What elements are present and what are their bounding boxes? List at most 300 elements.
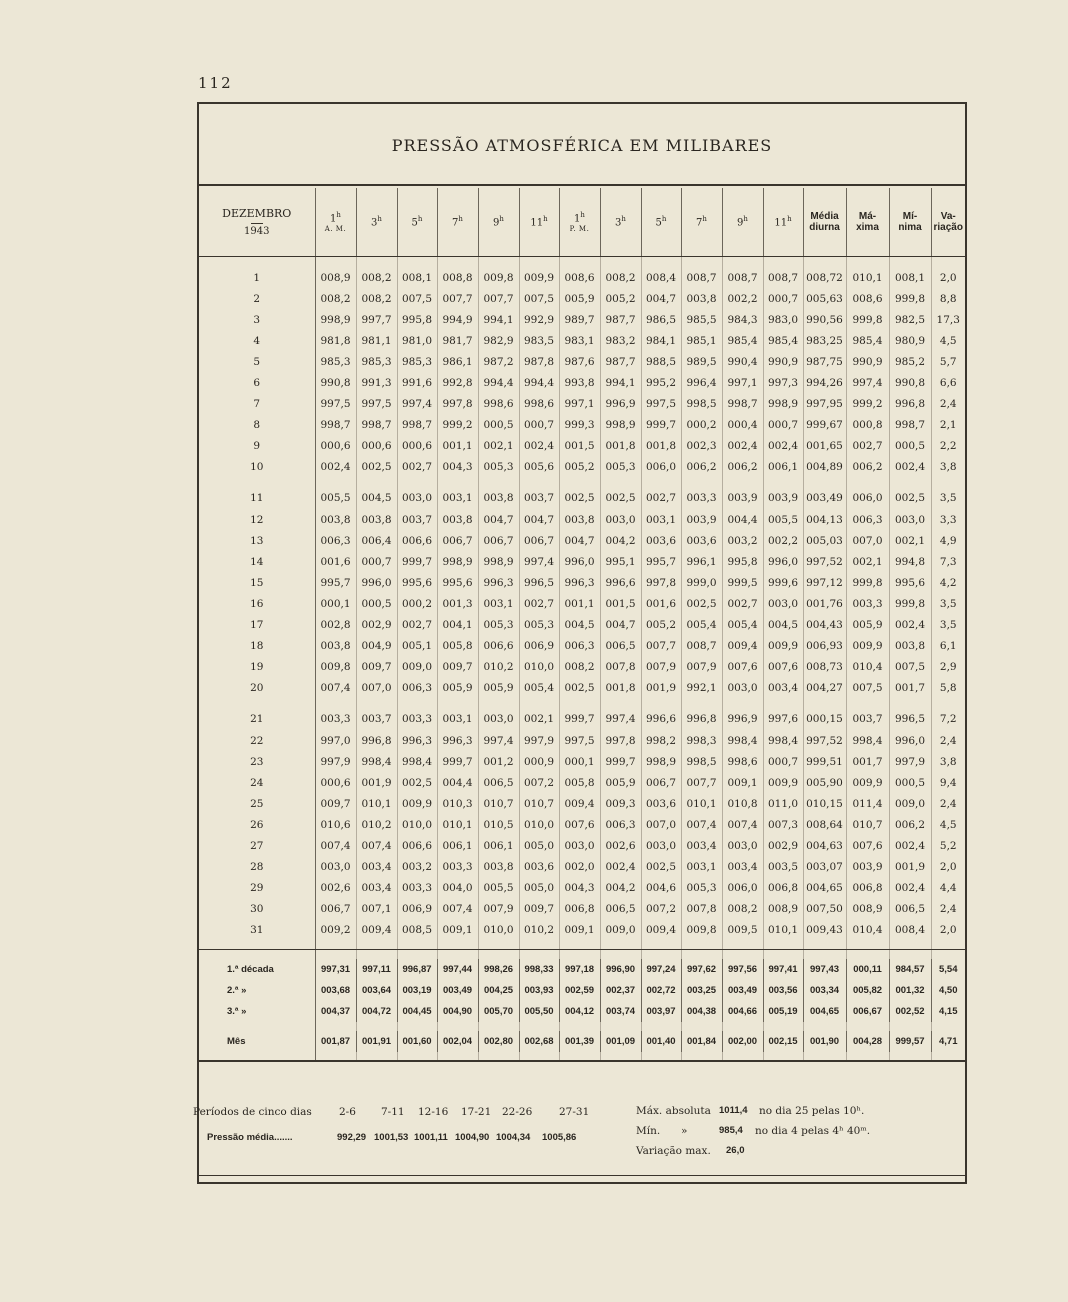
table-cell: 996,8 [356, 730, 397, 751]
table-cell: 006,3 [315, 530, 356, 551]
table-cell: 002,5 [641, 857, 681, 878]
table-cell: 6,6 [939, 377, 957, 390]
table-cell: 003,1 [437, 709, 478, 730]
table-cell: 008,2 [600, 267, 641, 288]
table-cell: 3,5 [939, 492, 957, 505]
table-cell: 005,3 [478, 457, 519, 478]
table-cell: 997,5 [559, 730, 600, 751]
table-cell: 004,25 [478, 980, 519, 1001]
table-cell: 000,11 [846, 959, 889, 980]
table-cell: 001,5 [600, 593, 641, 614]
table-cell: 001,1 [559, 593, 600, 614]
table-cell: 003,0 [722, 678, 763, 699]
table-cell: 007,8 [681, 899, 722, 920]
table-cell: 001,9 [356, 772, 397, 793]
table-cell: 009,9 [846, 636, 889, 657]
table-cell: 006,3 [846, 509, 889, 530]
table-cell: 000,7 [763, 751, 803, 772]
table-cell: 3,5 [939, 597, 957, 610]
table-cell: 004,1 [437, 615, 478, 636]
table-cell: 003,8 [315, 636, 356, 657]
table-cell: 006,6 [397, 835, 437, 856]
row-label: 25 [199, 793, 315, 814]
table-cell: 007,7 [437, 288, 478, 309]
table-cell: 001,7 [846, 751, 889, 772]
row-label: 4 [199, 330, 315, 351]
row-label: 2.ª » [199, 980, 315, 1001]
table-cell: 006,3 [397, 678, 437, 699]
table-cell: 997,41 [763, 959, 803, 980]
table-cell: 998,2 [641, 730, 681, 751]
table-cell: 001,65 [803, 436, 846, 457]
table-cell: 997,52 [803, 730, 846, 751]
table-cell: 999,7 [397, 551, 437, 572]
table-cell: 008,7 [681, 267, 722, 288]
table-row [199, 835, 965, 856]
table-cell: 5,7 [939, 355, 957, 368]
hour-label: 7$^h$ [452, 215, 463, 229]
table-cell: 999,7 [600, 751, 641, 772]
table-cell: 998,4 [763, 730, 803, 751]
table-cell: 990,8 [889, 372, 931, 393]
table-cell: 003,49 [722, 980, 763, 1001]
table-cell: 007,3 [763, 814, 803, 835]
table-cell: 997,7 [356, 309, 397, 330]
row-label: 12 [199, 509, 315, 530]
table-cell: 003,1 [641, 509, 681, 530]
table-cell: 008,2 [559, 657, 600, 678]
table-cell: 997,56 [722, 959, 763, 980]
table-cell: 002,4 [600, 857, 641, 878]
table-cell: 009,7 [519, 899, 559, 920]
table-cell: 5,54 [939, 963, 958, 975]
table-cell: 006,2 [889, 814, 931, 835]
table-cell: 004,66 [722, 1001, 763, 1022]
row-label: 31 [199, 920, 315, 941]
table-cell: 009,4 [356, 920, 397, 941]
table-cell: 004,65 [803, 1001, 846, 1022]
table-cell: 000,2 [681, 415, 722, 436]
table-cell: 003,8 [315, 509, 356, 530]
table-cell: 008,4 [889, 920, 931, 941]
table-cell: 010,3 [437, 793, 478, 814]
period-pressure: 1001,11 [414, 1132, 448, 1143]
row-label: 30 [199, 899, 315, 920]
table-cell: 010,6 [315, 814, 356, 835]
table-cell: 002,59 [559, 980, 600, 1001]
table-cell: 991,6 [397, 372, 437, 393]
table-cell: 010,1 [846, 267, 889, 288]
table-cell: 005,0 [519, 835, 559, 856]
table-row [199, 457, 965, 478]
table-cell: 985,3 [397, 351, 437, 372]
hour-period: P. M. [569, 224, 590, 233]
table-cell: 010,1 [763, 920, 803, 941]
table-cell: 003,19 [397, 980, 437, 1001]
max-absolute-value: 1011,4 [719, 1105, 748, 1116]
table-cell: 002,4 [722, 436, 763, 457]
table-cell: 983,25 [803, 330, 846, 351]
hour-header [519, 188, 559, 257]
table-cell: 006,8 [763, 878, 803, 899]
table-cell: 002,00 [722, 1031, 763, 1052]
table-cell: 981,8 [315, 330, 356, 351]
table-cell: 003,6 [641, 530, 681, 551]
table-cell: 004,2 [600, 530, 641, 551]
table-cell: 008,9 [846, 899, 889, 920]
table-row [199, 509, 965, 530]
table-cell: 002,5 [889, 488, 931, 509]
table-cell: 4,4 [939, 882, 957, 895]
table-cell: 005,50 [519, 1001, 559, 1022]
table-cell: 001,9 [641, 678, 681, 699]
table-cell: 006,0 [846, 488, 889, 509]
table-cell: 001,8 [600, 678, 641, 699]
table-cell: 998,9 [478, 551, 519, 572]
table-cell: 007,7 [681, 772, 722, 793]
table-cell: 996,0 [356, 572, 397, 593]
pressure-table-container [199, 188, 965, 1062]
table-cell: 001,7 [889, 678, 931, 699]
table-cell: 003,8 [681, 288, 722, 309]
table-cell: 996,3 [559, 572, 600, 593]
period-range: 27-31 [559, 1106, 590, 1118]
table-cell: 002,4 [889, 615, 931, 636]
table-cell: 000,5 [356, 593, 397, 614]
table-cell: 983,0 [763, 309, 803, 330]
table-cell: 981,7 [437, 330, 478, 351]
row-label: 13 [199, 530, 315, 551]
table-cell: 004,4 [722, 509, 763, 530]
table-frame [193, 102, 967, 1184]
table-cell: 009,9 [519, 267, 559, 288]
table-cell: 003,0 [315, 857, 356, 878]
table-cell: 996,6 [641, 709, 681, 730]
table-cell: 004,13 [803, 509, 846, 530]
period-range: 12-16 [418, 1106, 449, 1118]
page-title: PRESSÃO ATMOSFÉRICA EM MILIBARES [391, 136, 773, 155]
table-cell: 001,39 [559, 1031, 600, 1052]
table-cell: 003,4 [763, 678, 803, 699]
table-cell: 999,8 [889, 288, 931, 309]
table-cell: 007,4 [315, 678, 356, 699]
table-cell: 2,4 [939, 797, 957, 810]
table-cell: 003,34 [803, 980, 846, 1001]
table-cell: 003,3 [397, 878, 437, 899]
table-cell: 007,7 [478, 288, 519, 309]
table-cell: 000,1 [559, 751, 600, 772]
table-cell: 005,19 [763, 1001, 803, 1022]
table-cell: 002,72 [641, 980, 681, 1001]
table-cell: 998,7 [315, 415, 356, 436]
row-label: 3.ª » [199, 1001, 315, 1022]
table-cell: 002,7 [846, 436, 889, 457]
table-cell: 987,75 [803, 351, 846, 372]
table-cell: 999,0 [681, 572, 722, 593]
table-cell: 003,8 [437, 509, 478, 530]
table-cell: 2,4 [939, 734, 957, 747]
table-cell: 003,8 [559, 509, 600, 530]
table-cell: 009,4 [722, 636, 763, 657]
table-cell: 006,5 [600, 899, 641, 920]
row-label: 28 [199, 857, 315, 878]
table-cell: 997,11 [356, 959, 397, 980]
table-cell: 010,0 [519, 814, 559, 835]
table-cell: 996,9 [722, 709, 763, 730]
min-absolute-value: 985,4 [719, 1125, 743, 1136]
table-cell: 000,6 [397, 436, 437, 457]
table-cell: 007,9 [641, 657, 681, 678]
table-cell: 996,90 [600, 959, 641, 980]
hour-label: 1$^h$ [330, 211, 341, 225]
table-cell: 995,8 [397, 309, 437, 330]
table-cell: 005,4 [519, 678, 559, 699]
period-range: 2-6 [339, 1106, 356, 1118]
table-cell: 999,7 [641, 415, 681, 436]
table-cell: 998,9 [641, 751, 681, 772]
row-label: 7 [199, 394, 315, 415]
table-cell: 008,4 [641, 267, 681, 288]
row-label: 29 [199, 878, 315, 899]
table-cell: 002,7 [519, 593, 559, 614]
table-cell: 6,1 [939, 640, 957, 653]
table-cell: 997,4 [519, 551, 559, 572]
table-cell: 985,1 [681, 330, 722, 351]
table-cell: 001,09 [600, 1031, 641, 1052]
table-cell: 002,5 [681, 593, 722, 614]
table-cell: 005,5 [478, 878, 519, 899]
table-cell: 981,0 [397, 330, 437, 351]
table-cell: 002,4 [519, 436, 559, 457]
table-cell: 003,4 [722, 857, 763, 878]
table-cell: 980,9 [889, 330, 931, 351]
table-cell: 001,8 [600, 436, 641, 457]
period-pressure: 1001,53 [374, 1132, 409, 1143]
table-cell: 998,7 [397, 415, 437, 436]
table-cell: 000,8 [846, 415, 889, 436]
table-cell: 005,3 [478, 615, 519, 636]
table-cell: 010,4 [846, 657, 889, 678]
table-cell: 003,7 [846, 709, 889, 730]
table-cell: 005,2 [600, 288, 641, 309]
table-cell: 006,7 [478, 530, 519, 551]
table-cell: 008,7 [763, 267, 803, 288]
table-cell: 003,4 [356, 857, 397, 878]
table-cell: 999,2 [437, 415, 478, 436]
table-cell: 003,9 [763, 488, 803, 509]
table-cell: 996,0 [889, 730, 931, 751]
table-cell: 008,2 [356, 267, 397, 288]
table-cell: 006,6 [478, 636, 519, 657]
table-cell: 006,4 [356, 530, 397, 551]
table-cell: 997,24 [641, 959, 681, 980]
table-cell: 996,8 [889, 394, 931, 415]
pressure-label: Pressão média....... [207, 1132, 293, 1143]
table-cell: 5,2 [939, 839, 957, 852]
table-cell: 002,9 [356, 615, 397, 636]
table-cell: 003,25 [681, 980, 722, 1001]
table-cell: 002,15 [763, 1031, 803, 1052]
table-cell: 010,0 [478, 920, 519, 941]
table-cell: 4,9 [939, 534, 957, 547]
variation-max-value: 26,0 [726, 1145, 745, 1156]
table-cell: 999,8 [846, 309, 889, 330]
table-cell: 998,3 [681, 730, 722, 751]
hour-header [641, 188, 681, 257]
table-cell: 997,4 [846, 372, 889, 393]
table-cell: 997,62 [681, 959, 722, 980]
table-cell: 004,38 [681, 1001, 722, 1022]
header-row [199, 188, 965, 257]
table-cell: 002,52 [889, 1001, 931, 1022]
table-cell: 000,7 [763, 415, 803, 436]
table-cell: 999,5 [722, 572, 763, 593]
row-label: 9 [199, 436, 315, 457]
table-cell: 3,8 [939, 755, 957, 768]
table-cell: 985,2 [889, 351, 931, 372]
table-cell: 009,1 [437, 920, 478, 941]
table-cell: 004,7 [559, 530, 600, 551]
table-cell: 007,4 [315, 835, 356, 856]
table-cell: 4,5 [939, 818, 957, 831]
table-cell: 005,6 [519, 457, 559, 478]
table-cell: 002,4 [763, 436, 803, 457]
table-cell: 003,4 [681, 835, 722, 856]
table-cell: 998,6 [478, 394, 519, 415]
table-cell: 987,7 [600, 309, 641, 330]
table-cell: 997,8 [641, 572, 681, 593]
table-row [199, 709, 965, 730]
table-cell: 010,1 [437, 814, 478, 835]
hour-label: 5$^h$ [411, 215, 423, 229]
table-cell: 004,89 [803, 457, 846, 478]
pressure-table [199, 188, 965, 1062]
table-cell: 998,7 [356, 415, 397, 436]
table-cell: 003,2 [397, 857, 437, 878]
table-cell: 004,28 [846, 1031, 889, 1052]
table-cell: 003,49 [803, 488, 846, 509]
table-cell: 002,1 [519, 709, 559, 730]
table-cell: 006,7 [519, 530, 559, 551]
table-cell: 003,0 [641, 835, 681, 856]
table-cell: 993,8 [559, 372, 600, 393]
table-row [199, 920, 965, 941]
table-cell: 997,5 [315, 394, 356, 415]
table-cell: 999,7 [559, 709, 600, 730]
table-cell: 002,1 [889, 530, 931, 551]
table-cell: 985,4 [763, 330, 803, 351]
table-cell: 990,9 [846, 351, 889, 372]
table-cell: 003,1 [478, 593, 519, 614]
table-cell: 010,2 [356, 814, 397, 835]
table-cell: 000,5 [889, 772, 931, 793]
table-cell: 004,5 [559, 615, 600, 636]
table-cell: 989,5 [681, 351, 722, 372]
table-cell: 005,8 [437, 636, 478, 657]
table-cell: 2,9 [939, 661, 957, 674]
table-cell: 998,6 [722, 751, 763, 772]
row-label: 27 [199, 835, 315, 856]
table-cell: 3,8 [939, 461, 957, 474]
row-label: 10 [199, 457, 315, 478]
table-row [199, 678, 965, 699]
max-header: Má- xima [846, 188, 889, 257]
hour-period: A. M. [324, 224, 347, 233]
row-label: 3 [199, 309, 315, 330]
table-cell: 004,0 [437, 878, 478, 899]
min-absolute-mark: » [681, 1125, 688, 1137]
table-cell: 007,9 [478, 899, 519, 920]
table-cell: 008,7 [681, 636, 722, 657]
table-cell: 009,8 [478, 267, 519, 288]
table-cell: 005,2 [559, 457, 600, 478]
table-cell: 997,44 [437, 959, 478, 980]
spacer-row [199, 257, 965, 268]
table-cell: 009,1 [559, 920, 600, 941]
month-header [199, 188, 315, 257]
table-cell: 995,1 [600, 551, 641, 572]
table-cell: 982,9 [478, 330, 519, 351]
row-label: 8 [199, 415, 315, 436]
hour-header [600, 188, 641, 257]
table-cell: 2,2 [939, 440, 957, 453]
table-cell: 008,7 [722, 267, 763, 288]
table-cell: 006,1 [478, 835, 519, 856]
variation-header: Va- riação [931, 188, 965, 257]
table-cell: 004,63 [803, 835, 846, 856]
row-label: 19 [199, 657, 315, 678]
table-cell: 002,5 [356, 457, 397, 478]
table-cell: 010,0 [519, 657, 559, 678]
table-row [199, 488, 965, 509]
table-cell: 995,6 [437, 572, 478, 593]
hour-header [559, 188, 600, 257]
table-cell: 003,3 [397, 709, 437, 730]
table-cell: 009,7 [356, 657, 397, 678]
summary-row [199, 980, 965, 1001]
table-cell: 002,7 [397, 457, 437, 478]
table-cell: 005,9 [478, 678, 519, 699]
table-cell: 004,37 [315, 1001, 356, 1022]
table-cell: 999,8 [889, 593, 931, 614]
table-cell: 009,7 [315, 793, 356, 814]
spacer-row [199, 699, 965, 709]
table-cell: 004,7 [478, 509, 519, 530]
min-header: Mí- nima [889, 188, 931, 257]
table-cell: 010,4 [846, 920, 889, 941]
table-cell: 996,5 [519, 572, 559, 593]
table-cell: 003,49 [437, 980, 478, 1001]
hour-label: 3$^h$ [371, 215, 382, 229]
row-label: 15 [199, 572, 315, 593]
table-cell: 002,6 [600, 835, 641, 856]
table-cell: 002,4 [889, 878, 931, 899]
table-row [199, 730, 965, 751]
table-cell: 9,4 [939, 776, 957, 789]
table-cell: 003,8 [889, 636, 931, 657]
table-cell: 001,2 [478, 751, 519, 772]
table-cell: 996,4 [681, 372, 722, 393]
table-cell: 994,4 [519, 372, 559, 393]
table-cell: 998,4 [846, 730, 889, 751]
table-cell: 007,50 [803, 899, 846, 920]
table-cell: 987,2 [478, 351, 519, 372]
table-cell: 001,8 [641, 436, 681, 457]
table-cell: 007,1 [356, 899, 397, 920]
table-cell: 001,40 [641, 1031, 681, 1052]
table-cell: 006,0 [722, 878, 763, 899]
table-cell: 4,15 [939, 1005, 958, 1017]
